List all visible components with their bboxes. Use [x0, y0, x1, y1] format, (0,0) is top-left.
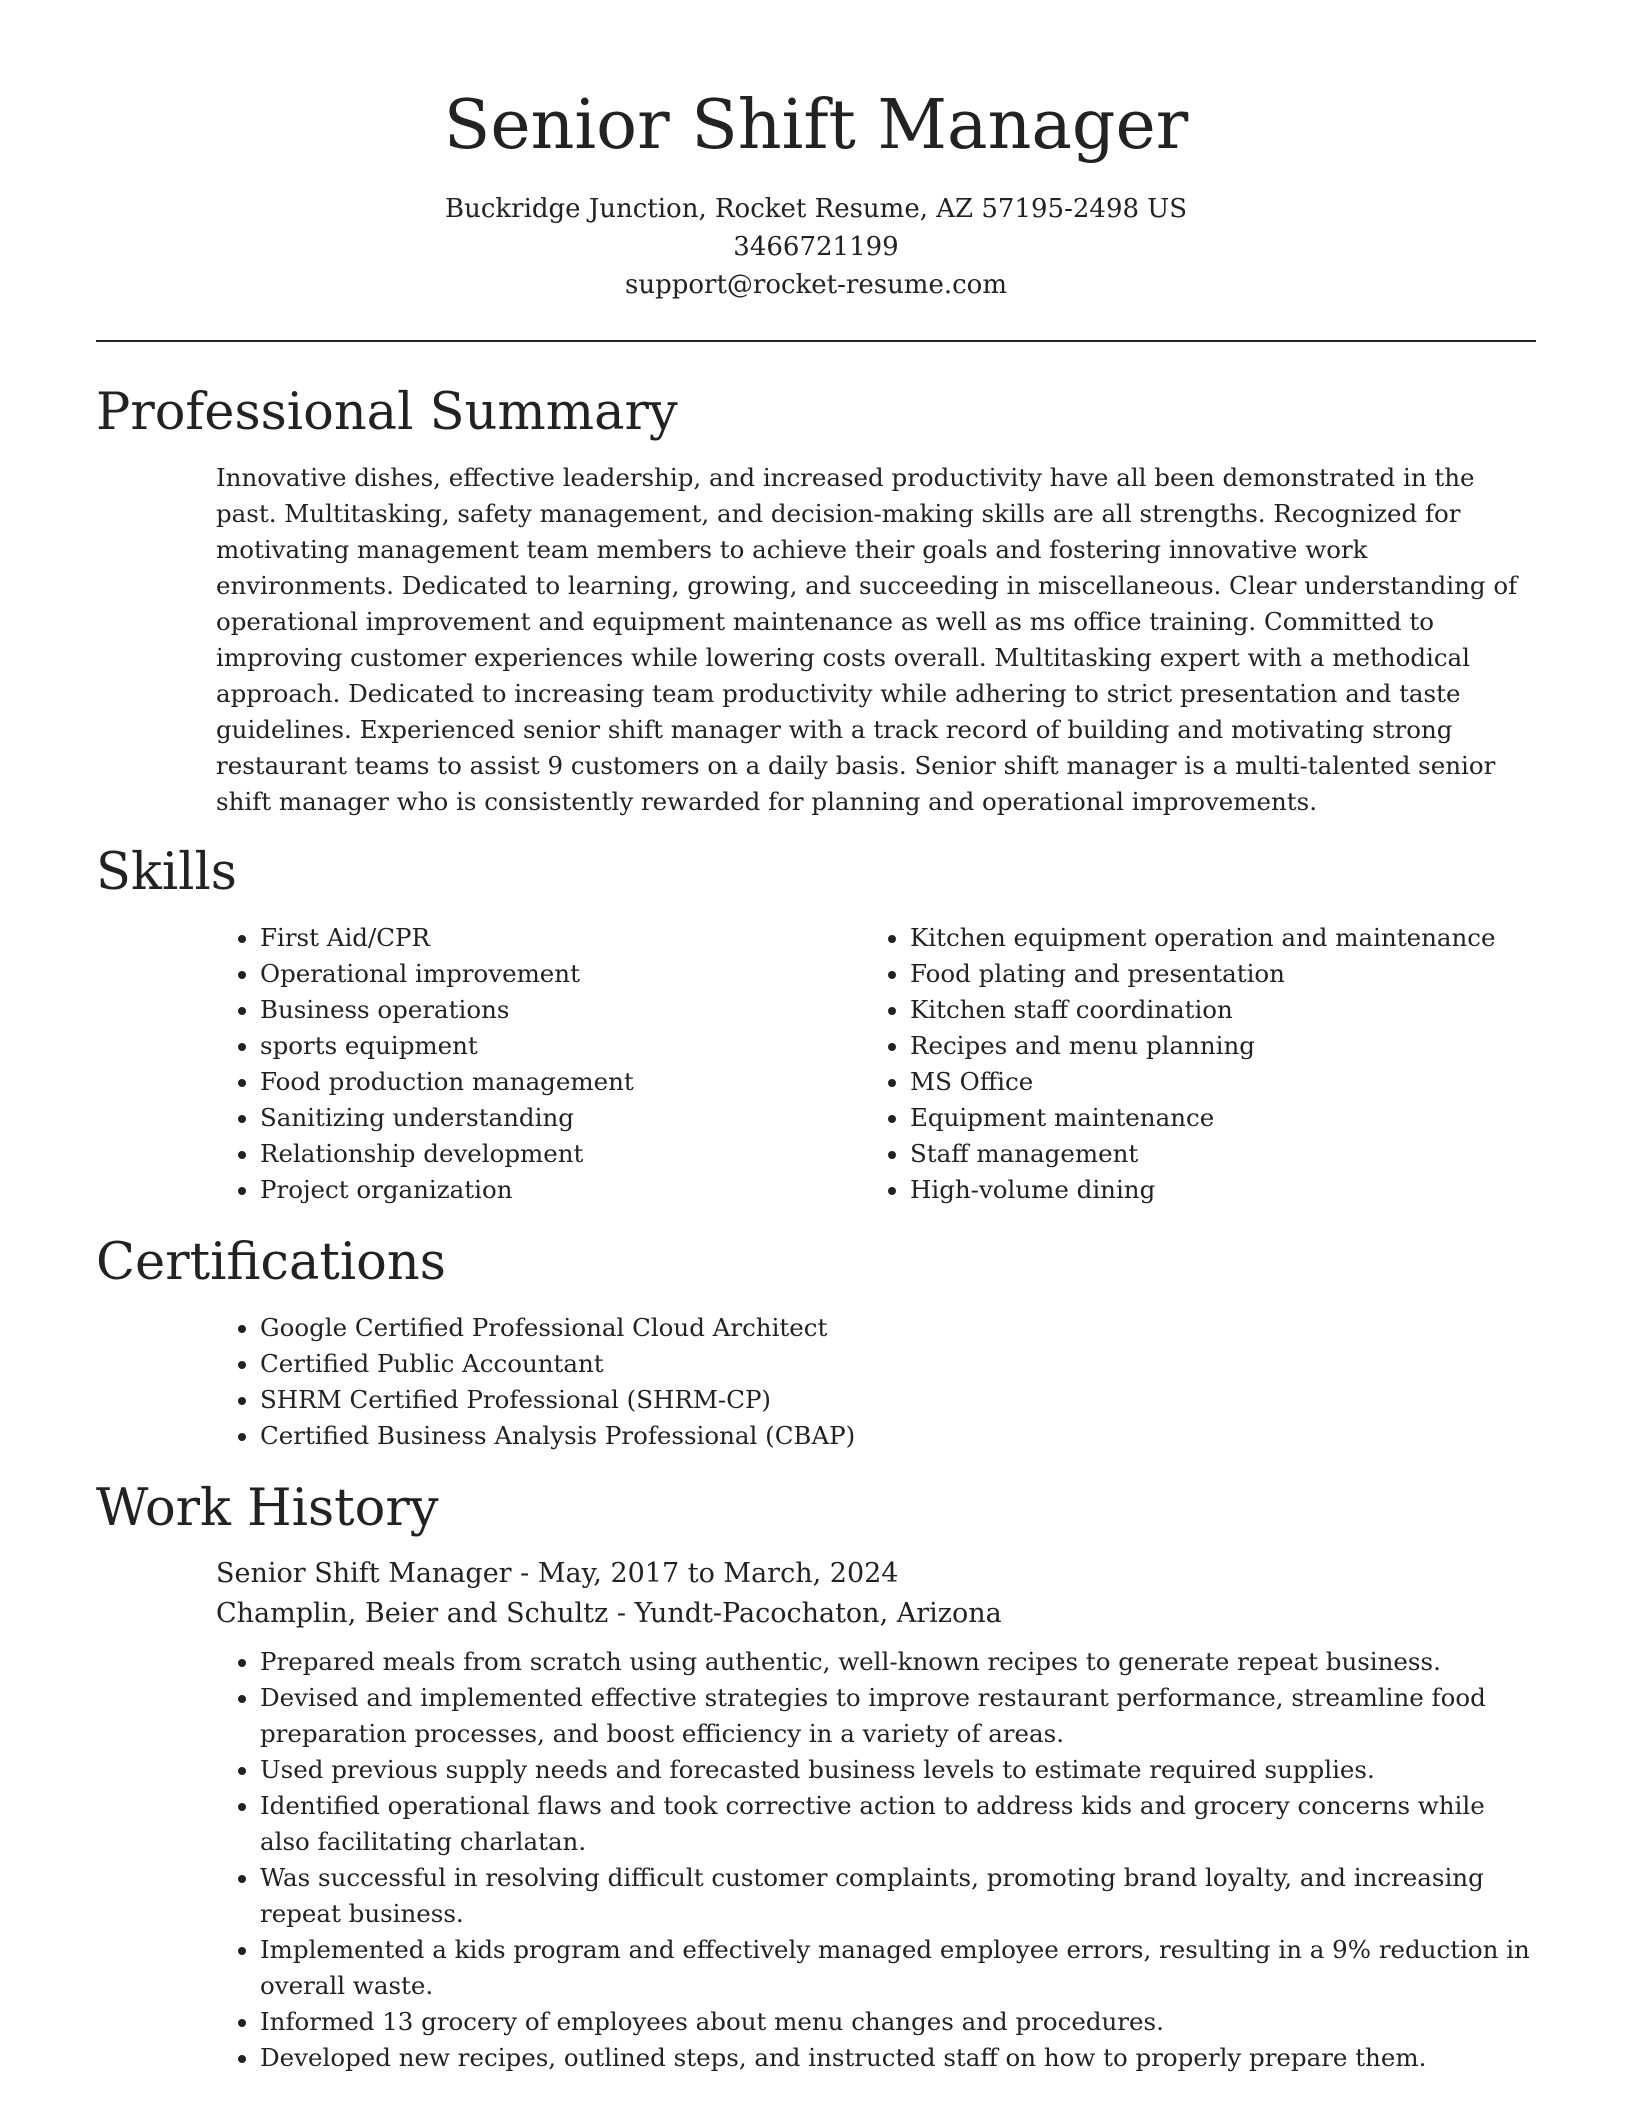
- skill-item: • Kitchen equipment operation and maintenance: [910, 920, 1516, 956]
- skills-column-left: [216, 920, 866, 1208]
- skill-item: • sports equipment: [260, 1028, 866, 1064]
- summary-text: Innovative dishes, effective leadership, and increased productivity have all been demonstrated in the past. Multitasking, safety management, and decision-making skills are all strengths. Recognized for motivating management team members to achieve their goals and fostering innovative work environments. Dedicated to learning, growing, and succeeding in miscellaneous. Clear understanding of operational improvement and equipment maintenance as well as ms office training. Committed to improving customer experiences while lowering costs overall. Multitasking expert with a methodical approach. Dedicated to increasing team productivity while adhering to strict presentation and taste guidelines. Experienced senior shift manager with a track record of building and motivating strong restaurant teams to assist 9 customers on a daily basis. Senior shift manager is a multi-talented senior shift manager who is consistently rewarded for planning and operational improvements.: [216, 463, 1518, 816]
- contact-block: [96, 190, 1536, 304]
- skill-item: • Business operations: [260, 992, 866, 1028]
- skill-item: • Kitchen staff coordination: [910, 992, 1516, 1028]
- skill-item: • Project organization: [260, 1172, 866, 1208]
- resume-header: [96, 0, 1536, 304]
- skills-heading: Skills: [96, 843, 237, 902]
- skills-grid: [216, 920, 1536, 1208]
- contact-address: Buckridge Junction, Rocket Resume, AZ 57195-2498 US: [444, 194, 1188, 224]
- certification-item: • Google Certified Professional Cloud Architect: [260, 1310, 1536, 1346]
- certification-item: • SHRM Certified Professional (SHRM-CP): [260, 1382, 1536, 1418]
- certification-item: • Certified Business Analysis Professional (CBAP): [260, 1418, 1536, 1454]
- skill-item: • Operational improvement: [260, 956, 866, 992]
- job-company-line: Champlin, Beier and Schultz - Yundt-Pacochaton, Arizona: [216, 1598, 1002, 1629]
- candidate-name: Senior Shift Manager: [443, 86, 1189, 165]
- job-duties-list: [216, 1644, 1536, 2076]
- job-duty-item: • Developed new recipes, outlined steps, and instructed staff on how to properly prepare them.: [260, 2040, 1536, 2076]
- job-duty-item: • Was successful in resolving difficult customer complaints, promoting brand loyalty, and increasing repeat business.: [260, 1860, 1536, 1932]
- certifications-list: [216, 1310, 1536, 1454]
- skill-item: • First Aid/CPR: [260, 920, 866, 956]
- job-duties-block: [216, 1644, 1536, 2076]
- skill-item: • Equipment maintenance: [910, 1100, 1516, 1136]
- skill-item: • Food plating and presentation: [910, 956, 1516, 992]
- skill-item: • Food production management: [260, 1064, 866, 1100]
- job-duty-item: • Devised and implemented effective strategies to improve restaurant performance, streamline food preparation processes, and boost efficiency in a variety of areas.: [260, 1680, 1536, 1752]
- job-duty-item: • Used previous supply needs and forecasted business levels to estimate required supplies.: [260, 1752, 1536, 1788]
- skill-item: • Relationship development: [260, 1136, 866, 1172]
- job-duty-item: • Identified operational flaws and took corrective action to address kids and grocery concerns while also facilitating charlatan.: [260, 1788, 1536, 1860]
- job-role-line: Senior Shift Manager - May, 2017 to March, 2024: [216, 1558, 899, 1589]
- skill-item: • Sanitizing understanding: [260, 1100, 866, 1136]
- skills-list-left: [216, 920, 866, 1208]
- certifications-heading: Certifications: [96, 1233, 446, 1292]
- skills-list-right: [866, 920, 1516, 1208]
- skills-column-right: [866, 920, 1516, 1208]
- certification-item: • Certified Public Accountant: [260, 1346, 1536, 1382]
- summary-heading: Professional Summary: [96, 383, 678, 442]
- skill-item: • Staff management: [910, 1136, 1516, 1172]
- job-duty-item: • Prepared meals from scratch using authentic, well-known recipes to generate repeat business.: [260, 1644, 1536, 1680]
- skill-item: • MS Office: [910, 1064, 1516, 1100]
- job-duty-item: • Implemented a kids program and effectively managed employee errors, resulting in a 9% reduction in overall waste.: [260, 1932, 1536, 2004]
- header-divider: [96, 340, 1536, 342]
- certifications-block: [216, 1310, 1536, 1454]
- contact-phone: 3466721199: [733, 232, 899, 262]
- job-header: [216, 1554, 1536, 1634]
- skill-item: • Recipes and menu planning: [910, 1028, 1516, 1064]
- job-duty-item: • Informed 13 grocery of employees about menu changes and procedures.: [260, 2004, 1536, 2040]
- contact-email: support@rocket-resume.com: [624, 270, 1007, 300]
- work-history-heading: Work History: [96, 1479, 439, 1538]
- skill-item: • High-volume dining: [910, 1172, 1516, 1208]
